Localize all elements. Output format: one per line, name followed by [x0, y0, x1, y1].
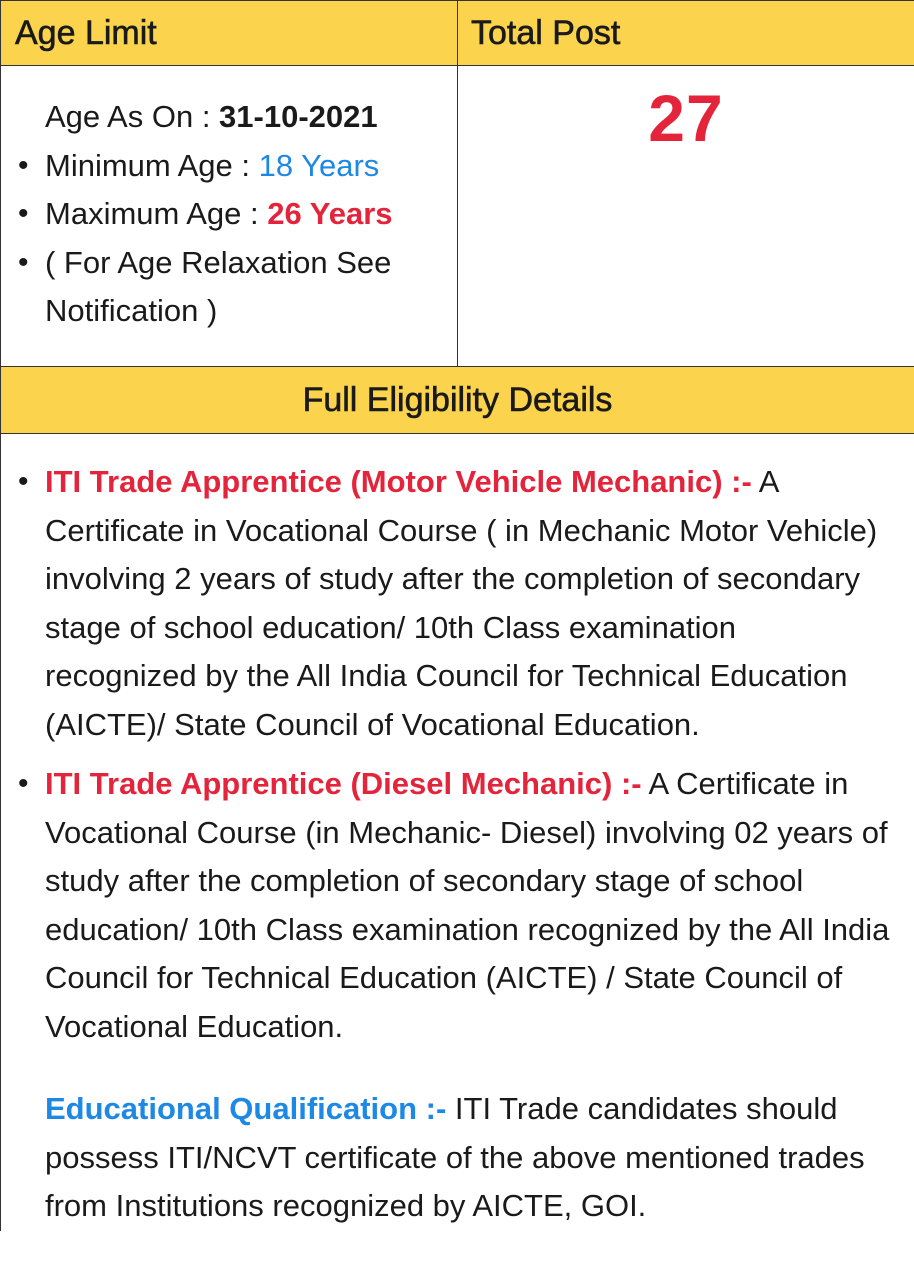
max-age-line: [1, 190, 457, 239]
age-as-on-line: [1, 93, 457, 142]
age-as-on-date: 31-10-2021: [219, 99, 378, 134]
eligibility-item: [1, 458, 914, 749]
total-post-header: Total Post: [458, 0, 914, 66]
min-age-label: Minimum Age :: [45, 147, 259, 183]
bullet-icon: •: [18, 245, 29, 279]
edu-text: ITI Trade candidates should possess ITI/NCVT certificate of the above mentioned trades from Institutions recognized by AICTE, GOI.: [45, 1091, 865, 1223]
relaxation-text-2: Notification ): [45, 293, 218, 328]
age-total-header-row: [1, 0, 914, 66]
bullet-icon: •: [18, 148, 29, 182]
age-as-on-label: Age As On :: [45, 99, 220, 134]
eligibility-header-row: [1, 366, 914, 434]
age-total-body-row: [1, 66, 914, 366]
eligibility-item-text: A Certificate in Vocational Course (in Mechanic- Diesel) involving 02 years of study after the completion of secondary stage of school education/ 10th Class examination recognized by the All India Council for Technical Education (AICTE) / State Council of Vocational Education.: [45, 766, 890, 1044]
bullet-icon: •: [18, 465, 29, 498]
min-age-value: 18 Years: [258, 147, 380, 183]
max-age-label: Maximum Age :: [45, 196, 268, 231]
age-limit-cell: [1, 66, 458, 366]
bullet-icon: •: [18, 197, 29, 230]
max-age-value: 26 Years: [267, 196, 393, 231]
eligibility-details: [1, 434, 914, 1231]
relaxation-line: [1, 239, 457, 336]
total-post-value: 27: [648, 81, 724, 155]
eligibility-item: [1, 760, 914, 1051]
eligibility-item-title: ITI Trade Apprentice (Motor Vehicle Mechanic) :-: [45, 464, 752, 499]
relaxation-text-1: ( For Age Relaxation See: [45, 244, 392, 280]
educational-qualification: [1, 1085, 914, 1231]
eligibility-item-title: ITI Trade Apprentice (Diesel Mechanic) :-: [45, 766, 642, 801]
eligibility-item-text: A Certificate in Vocational Course ( in Mechanic Motor Vehicle) involving 2 years of study after the completion of secondary stage of school education/ 10th Class examination recognized by the All India Council for Technical Education (AICTE)/ State Council of Vocational Education.: [45, 464, 878, 742]
full-eligibility-header: Full Eligibility Details: [1, 366, 914, 434]
age-limit-header: Age Limit: [1, 0, 458, 66]
bullet-icon: •: [18, 767, 29, 800]
min-age-line: [1, 142, 457, 191]
edu-title: Educational Qualification :-: [45, 1091, 447, 1126]
total-post-cell: [458, 66, 914, 366]
